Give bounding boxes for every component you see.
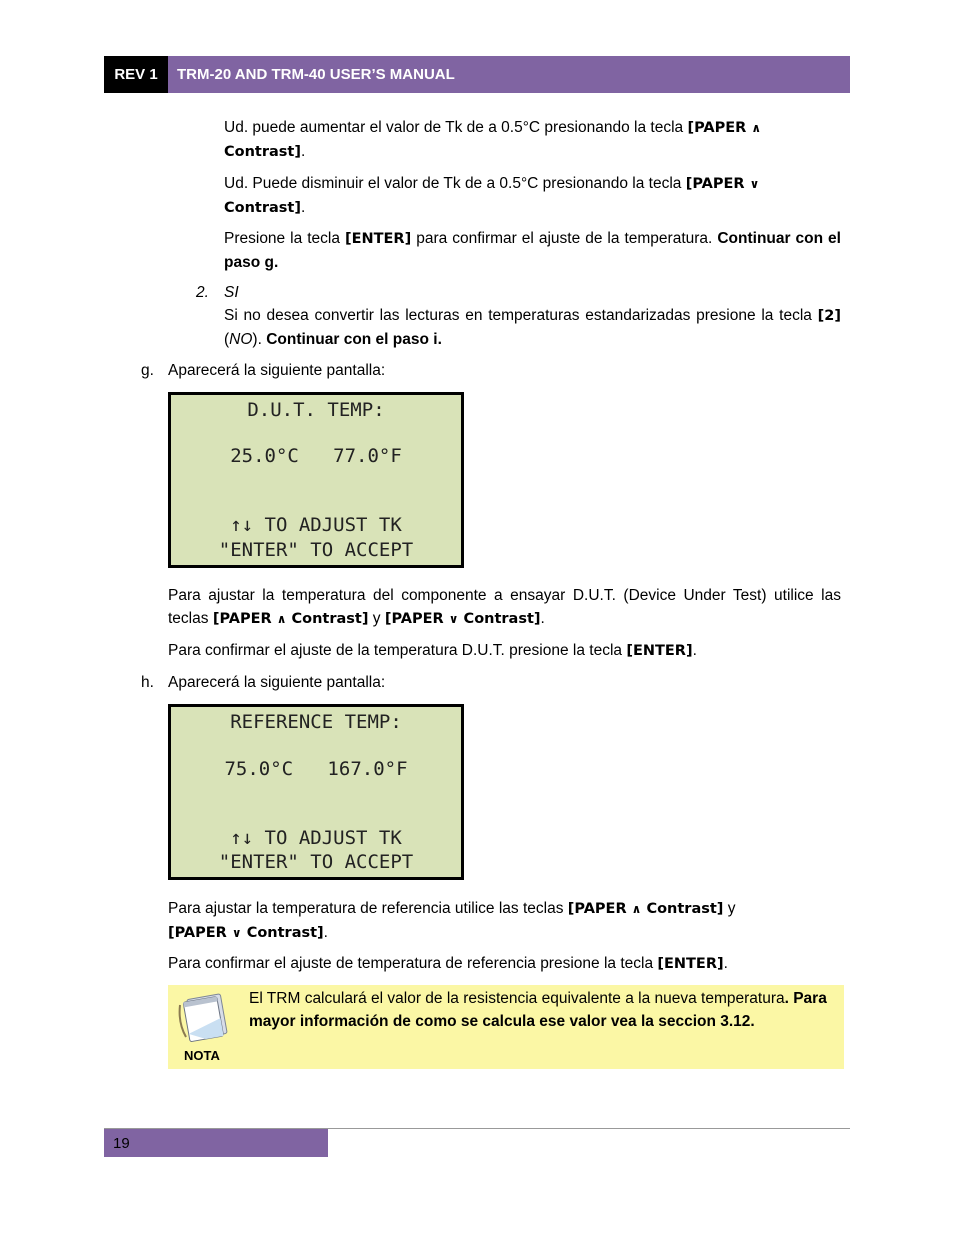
item-number-2: 2. [196, 284, 209, 301]
paragraph-adjust-dut: Para ajustar la temperatura del componente a ensayar D.U.T. (Device Under Test) utilice las teclas [PAPER ∧ Contrast] y [PAPER ∨ Contrast]. [168, 587, 841, 627]
paragraph-decrease-tk: Ud. Puede disminuir el valor de Tk de a 0.5°C presionando la tecla [PAPER ∨ Contrast]. [224, 175, 760, 216]
footer-page-number: 19 [104, 1129, 328, 1157]
key-enter: [ENTER] [626, 643, 693, 659]
header-rev-label: REV 1 [104, 56, 168, 93]
paragraph-confirm-reference: Para confirmar el ajuste de temperatura de referencia presione la tecla [ENTER]. [168, 955, 728, 972]
note-box [168, 985, 844, 1069]
key-enter: [ENTER] [344, 231, 412, 247]
item-2-label: SI [224, 284, 239, 301]
paragraph-confirm-temp: Presione la tecla [ENTER] para confirmar el ajuste de la temperatura. Continuar con el paso g. [224, 230, 841, 271]
lcd-line-2: 75.0°C 167.0°F [224, 758, 408, 780]
lcd-screen-reference-temp [168, 704, 464, 880]
key-enter: [ENTER] [657, 956, 724, 972]
paragraph-adjust-reference: Para ajustar la temperatura de referencia utilice las teclas [PAPER ∧ Contrast] y [PAPER ∨ Contrast]. [168, 900, 736, 941]
paragraph-increase-tk: Ud. puede aumentar el valor de Tk de a 0.5°C presionando la tecla [PAPER ∧ Contrast]. [224, 119, 762, 160]
key-paper-up: [PAPER ∧ Contrast] [567, 901, 724, 917]
key-paper-up: [PAPER ∧ Contrast] [212, 611, 369, 627]
key-2: [2] [817, 308, 841, 324]
lcd-line-1: D.U.T. TEMP: [247, 399, 385, 421]
header-title: TRM-20 AND TRM-40 USER’S MANUAL [168, 56, 850, 93]
note-label: NOTA [184, 1048, 220, 1063]
lcd-line-3: ↑↓ TO ADJUST TK [230, 827, 402, 849]
lcd-line-4: "ENTER" TO ACCEPT [218, 539, 414, 561]
key-paper-up: [PAPER ∧ Contrast] [224, 120, 762, 160]
step-g-text: Aparecerá la siguiente pantalla: [168, 362, 386, 379]
lcd-line-3: ↑↓ TO ADJUST TK [230, 514, 402, 536]
item-2-text: Si no desea convertir las lecturas en temperaturas estandarizadas presione la tecla [2] (NO). Continuar con el paso i. [224, 307, 841, 348]
key-paper-down: [PAPER ∨ Contrast] [384, 611, 541, 627]
paragraph-confirm-dut: Para confirmar el ajuste de la temperatura D.U.T. presione la tecla [ENTER]. [168, 642, 697, 659]
step-h-letter: h. [141, 674, 154, 691]
note-text: El TRM calculará el valor de la resistencia equivalente a la nueva temperatura. Para mayor información de como se calcula ese valor vea la seccion 3.12. [249, 990, 827, 1030]
step-h-text: Aparecerá la siguiente pantalla: [168, 674, 386, 691]
lcd-line-4: "ENTER" TO ACCEPT [218, 851, 414, 873]
lcd-line-1: REFERENCE TEMP: [230, 711, 402, 733]
key-paper-down: [PAPER ∨ Contrast] [168, 925, 324, 941]
key-paper-down: [PAPER ∨ Contrast] [224, 176, 760, 216]
lcd-screen-dut-temp [168, 392, 464, 568]
notepad-icon [176, 991, 232, 1043]
step-g-letter: g. [141, 362, 154, 379]
lcd-line-2: 25.0°C 77.0°F [230, 445, 402, 467]
